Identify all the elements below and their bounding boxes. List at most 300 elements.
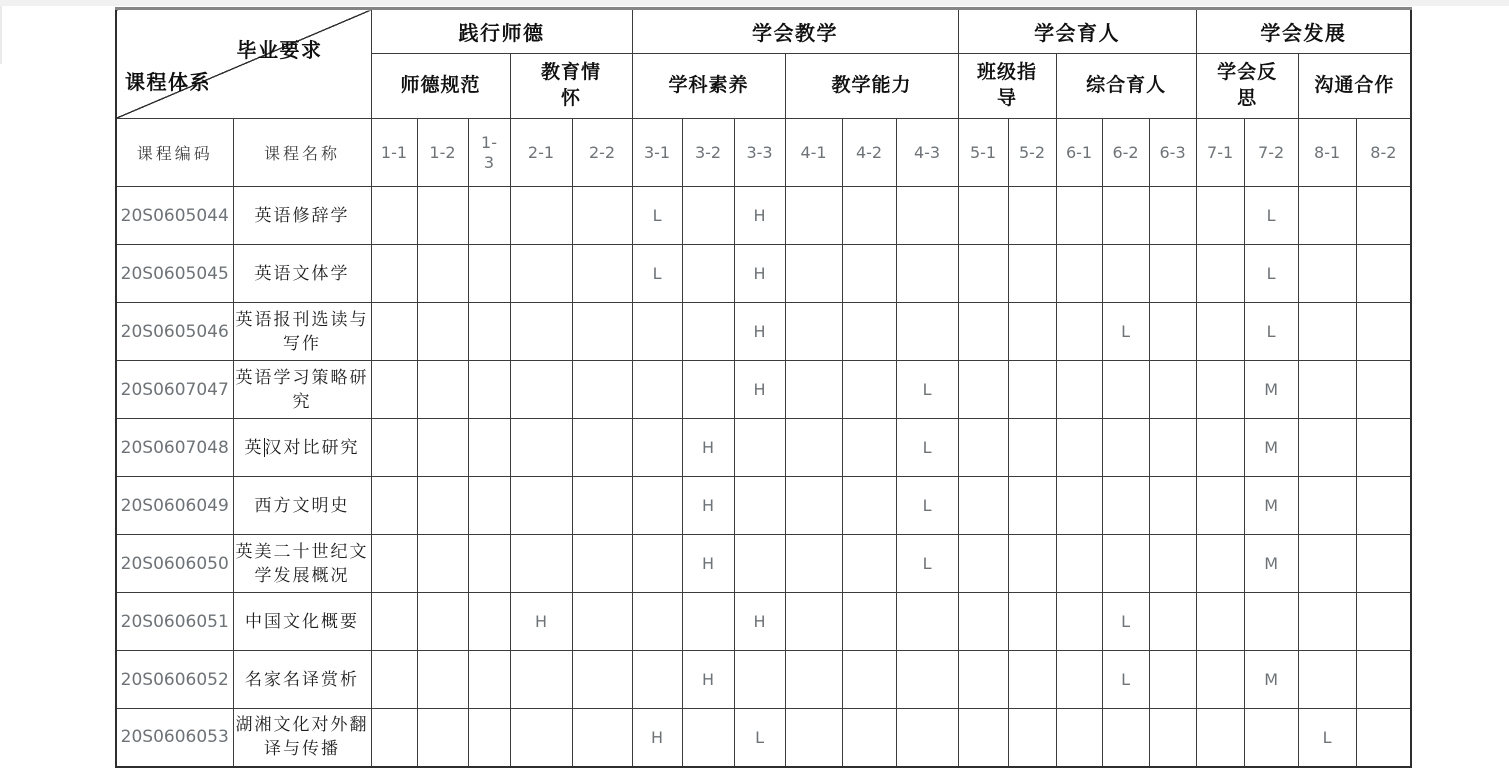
mark-cell-3-1[interactable] [632, 419, 682, 477]
course-code-cell-text: 20S0606053 [120, 727, 229, 748]
mark-cell-8-1[interactable] [1298, 651, 1356, 709]
mark-cell-3-3[interactable] [734, 361, 785, 419]
mark-cell-5-1[interactable] [958, 419, 1008, 477]
mark-cell-2-1[interactable] [510, 535, 572, 593]
subgroup-header[interactable] [958, 54, 1056, 119]
criteria-col-7-2[interactable] [1244, 119, 1298, 187]
mark-cell-6-2[interactable] [1102, 361, 1149, 419]
mark-cell-3-2[interactable] [682, 651, 734, 709]
mark-cell-6-2[interactable] [1102, 187, 1149, 245]
mark-cell-8-2[interactable] [1356, 245, 1411, 303]
mark-cell-8-1[interactable] [1298, 593, 1356, 651]
mark-cell-5-2[interactable] [1008, 535, 1056, 593]
mark-cell-4-2[interactable] [842, 593, 896, 651]
course-name-column-header[interactable] [233, 119, 371, 187]
mark-cell-2-2[interactable] [572, 303, 632, 361]
mark-cell-1-1[interactable] [371, 709, 417, 767]
group-label: 学会教学 [752, 23, 839, 45]
mark-cell-1-3[interactable] [468, 303, 510, 361]
mark-cell-3-2[interactable] [682, 477, 734, 535]
mark-cell-5-1[interactable] [958, 651, 1008, 709]
mark-cell-8-1[interactable] [1298, 303, 1356, 361]
criteria-col-5-1-text: 5-1 [969, 142, 997, 162]
criteria-col-6-1[interactable] [1056, 119, 1102, 187]
mark-cell-1-2[interactable] [417, 535, 468, 593]
mark-cell-6-2[interactable] [1102, 651, 1149, 709]
mark-cell-6-1[interactable] [1056, 709, 1102, 767]
mark-cell-7-1[interactable] [1196, 593, 1244, 651]
mark-cell-4-3[interactable] [896, 593, 958, 651]
mark-cell-5-2[interactable] [1008, 361, 1056, 419]
mark-cell-1-2[interactable] [417, 245, 468, 303]
mark-cell-4-1[interactable] [785, 187, 842, 245]
mark-cell-4-2[interactable] [842, 245, 896, 303]
mark-cell-7-1[interactable] [1196, 245, 1244, 303]
mark-cell-8-1[interactable] [1298, 419, 1356, 477]
mark-cell-5-1[interactable] [958, 187, 1008, 245]
course-code-cell[interactable] [116, 535, 233, 593]
criteria-col-6-3[interactable] [1149, 119, 1196, 187]
mark-cell-2-2[interactable] [572, 419, 632, 477]
mark-cell-8-2[interactable] [1356, 419, 1411, 477]
mark-cell-6-3[interactable] [1149, 535, 1196, 593]
mark-cell-2-1[interactable] [510, 303, 572, 361]
mark-cell-3-1[interactable] [632, 477, 682, 535]
criteria-col-3-2[interactable] [682, 119, 734, 187]
mark-cell-1-3[interactable] [468, 535, 510, 593]
mark-cell-3-1[interactable] [632, 361, 682, 419]
mark-cell-4-1[interactable] [785, 535, 842, 593]
mark-cell-3-3[interactable] [734, 245, 785, 303]
criteria-col-5-2[interactable] [1008, 119, 1056, 187]
group-label: 学会发展 [1260, 23, 1347, 45]
course-code-cell[interactable] [116, 187, 233, 245]
mark-cell-1-1[interactable] [371, 361, 417, 419]
mark-cell-7-2-text: M [1264, 438, 1278, 457]
course-name-cell[interactable] [233, 477, 371, 535]
mark-cell-7-2[interactable] [1244, 361, 1298, 419]
mark-cell-6-3[interactable] [1149, 593, 1196, 651]
mark-cell-4-2[interactable] [842, 187, 896, 245]
mark-cell-5-1[interactable] [958, 477, 1008, 535]
course-name-cell[interactable] [233, 361, 371, 419]
mark-cell-4-2[interactable] [842, 535, 896, 593]
criteria-col-1-2[interactable] [417, 119, 468, 187]
table-row [116, 477, 1411, 535]
mark-cell-2-1[interactable] [510, 651, 572, 709]
mark-cell-3-2[interactable] [682, 361, 734, 419]
mark-cell-4-3[interactable] [896, 419, 958, 477]
mark-cell-7-1[interactable] [1196, 187, 1244, 245]
mark-cell-2-2[interactable] [572, 709, 632, 767]
course-code-cell[interactable] [116, 419, 233, 477]
mark-cell-1-2[interactable] [417, 187, 468, 245]
mark-cell-6-3[interactable] [1149, 245, 1196, 303]
mark-cell-7-2-text: M [1264, 554, 1278, 573]
criteria-col-8-1[interactable] [1298, 119, 1356, 187]
criteria-col-8-2[interactable] [1356, 119, 1411, 187]
mark-cell-7-2-text: L [1266, 206, 1276, 225]
course-code-cell[interactable] [116, 245, 233, 303]
mark-cell-1-2[interactable] [417, 303, 468, 361]
mark-cell-4-1[interactable] [785, 709, 842, 767]
criteria-col-3-1[interactable] [632, 119, 682, 187]
criteria-col-2-1[interactable] [510, 119, 572, 187]
mark-cell-4-1[interactable] [785, 361, 842, 419]
mark-cell-5-2[interactable] [1008, 245, 1056, 303]
mark-cell-8-2[interactable] [1356, 477, 1411, 535]
mark-cell-8-1[interactable] [1298, 361, 1356, 419]
mark-cell-4-1[interactable] [785, 593, 842, 651]
mark-cell-7-2[interactable] [1244, 593, 1298, 651]
mark-cell-7-1[interactable] [1196, 477, 1244, 535]
mark-cell-1-1[interactable] [371, 419, 417, 477]
mark-cell-8-2[interactable] [1356, 651, 1411, 709]
criteria-col-5-2-text: 5-2 [1018, 142, 1046, 162]
mark-cell-3-1[interactable] [632, 593, 682, 651]
mark-cell-4-3[interactable] [896, 361, 958, 419]
mark-cell-4-3[interactable] [896, 709, 958, 767]
mark-cell-2-1[interactable] [510, 477, 572, 535]
mark-cell-5-2[interactable] [1008, 419, 1056, 477]
mark-cell-3-1[interactable] [632, 187, 682, 245]
course-name-cell[interactable] [233, 593, 371, 651]
mark-cell-4-1[interactable] [785, 419, 842, 477]
course-code-cell[interactable] [116, 709, 233, 767]
criteria-col-4-1-text: 4-1 [800, 142, 827, 162]
subgroup-label: 学会反思 [1217, 62, 1278, 109]
subgroup-header[interactable] [1196, 54, 1298, 119]
mark-cell-2-1[interactable] [510, 419, 572, 477]
mark-cell-6-2-text: L [1121, 322, 1130, 341]
course-name-cell[interactable] [233, 709, 371, 767]
mark-cell-7-2[interactable] [1244, 651, 1298, 709]
corner-label-course-system: 课程体系 [125, 72, 211, 94]
mark-cell-3-1[interactable] [632, 709, 682, 767]
mark-cell-6-2[interactable] [1102, 535, 1149, 593]
mark-cell-4-2[interactable] [842, 477, 896, 535]
mark-cell-5-1[interactable] [958, 593, 1008, 651]
mark-cell-2-2[interactable] [572, 187, 632, 245]
mark-cell-5-1[interactable] [958, 245, 1008, 303]
subgroup-header[interactable] [1298, 54, 1411, 119]
subgroup-label: 班级指导 [977, 62, 1038, 109]
mark-cell-4-3[interactable] [896, 477, 958, 535]
criteria-col-7-1[interactable] [1196, 119, 1244, 187]
mark-cell-6-3[interactable] [1149, 709, 1196, 767]
curriculum-matrix-table [115, 7, 1412, 768]
mark-cell-3-1-text: H [651, 727, 664, 747]
mark-cell-3-1[interactable] [632, 245, 682, 303]
mark-cell-7-2[interactable] [1244, 303, 1298, 361]
mark-cell-8-2[interactable] [1356, 535, 1411, 593]
course-name-cell[interactable] [233, 245, 371, 303]
mark-cell-7-2[interactable] [1244, 419, 1298, 477]
mark-cell-7-1[interactable] [1196, 709, 1244, 767]
mark-cell-1-1[interactable] [371, 477, 417, 535]
mark-cell-3-3[interactable] [734, 187, 785, 245]
mark-cell-5-2[interactable] [1008, 651, 1056, 709]
mark-cell-8-2[interactable] [1356, 187, 1411, 245]
mark-cell-5-2[interactable] [1008, 187, 1056, 245]
mark-cell-1-3[interactable] [468, 245, 510, 303]
mark-cell-4-2[interactable] [842, 709, 896, 767]
mark-cell-5-2[interactable] [1008, 593, 1056, 651]
mark-cell-4-2[interactable] [842, 419, 896, 477]
criteria-col-4-2[interactable] [842, 119, 896, 187]
mark-cell-5-1[interactable] [958, 361, 1008, 419]
group-header-jiaoxue[interactable] [632, 9, 958, 54]
mark-cell-6-3[interactable] [1149, 419, 1196, 477]
mark-cell-1-1[interactable] [371, 651, 417, 709]
mark-cell-2-1[interactable] [510, 361, 572, 419]
group-header-fazhan[interactable] [1196, 9, 1411, 54]
criteria-col-4-3[interactable] [896, 119, 958, 187]
mark-cell-7-2-text: M [1264, 670, 1278, 689]
mark-cell-1-3[interactable] [468, 361, 510, 419]
criteria-col-2-1-text: 2-1 [527, 142, 555, 162]
criteria-col-6-2-text: 6-2 [1112, 142, 1139, 162]
mark-cell-6-1[interactable] [1056, 187, 1102, 245]
mark-cell-3-3[interactable] [734, 477, 785, 535]
mark-cell-2-1[interactable] [510, 709, 572, 767]
mark-cell-8-2[interactable] [1356, 593, 1411, 651]
window-left-edge [0, 6, 2, 64]
mark-cell-2-1[interactable] [510, 187, 572, 245]
subgroup-header[interactable] [510, 54, 632, 119]
course-code-column-header[interactable] [116, 119, 233, 187]
mark-cell-2-2[interactable] [572, 361, 632, 419]
criteria-col-3-1-text: 3-1 [643, 142, 671, 162]
mark-cell-5-2[interactable] [1008, 303, 1056, 361]
mark-cell-3-1[interactable] [632, 303, 682, 361]
mark-cell-7-2[interactable] [1244, 245, 1298, 303]
mark-cell-7-2-text: M [1264, 380, 1278, 399]
course-name-column-header-text: 课程名称 [263, 146, 340, 163]
table-row [116, 709, 1411, 767]
course-name-text: 英语文体学 [254, 263, 350, 283]
mark-cell-2-1[interactable] [510, 245, 572, 303]
mark-cell-3-2[interactable] [682, 245, 734, 303]
course-code-cell[interactable] [116, 593, 233, 651]
mark-cell-7-1[interactable] [1196, 651, 1244, 709]
mark-cell-3-2[interactable] [682, 593, 734, 651]
mark-cell-1-2[interactable] [417, 593, 468, 651]
criteria-col-3-3[interactable] [734, 119, 785, 187]
mark-cell-4-1[interactable] [785, 651, 842, 709]
mark-cell-8-2[interactable] [1356, 303, 1411, 361]
mark-cell-2-2[interactable] [572, 593, 632, 651]
mark-cell-7-1[interactable] [1196, 361, 1244, 419]
subgroup-label: 综合育人 [1086, 75, 1167, 96]
criteria-col-8-2-text: 8-2 [1370, 142, 1397, 162]
mark-cell-3-3[interactable] [734, 651, 785, 709]
mark-cell-4-3[interactable] [896, 245, 958, 303]
mark-cell-8-1[interactable] [1298, 477, 1356, 535]
mark-cell-7-1[interactable] [1196, 303, 1244, 361]
mark-cell-3-3[interactable] [734, 419, 785, 477]
mark-cell-6-3[interactable] [1149, 651, 1196, 709]
mark-cell-7-2-text: M [1264, 496, 1278, 515]
course-name-cell[interactable] [233, 187, 371, 245]
mark-cell-8-1[interactable] [1298, 187, 1356, 245]
mark-cell-6-3[interactable] [1149, 303, 1196, 361]
mark-cell-1-1[interactable] [371, 187, 417, 245]
course-name-cell[interactable] [233, 303, 371, 361]
mark-cell-8-2[interactable] [1356, 709, 1411, 767]
mark-cell-8-1[interactable] [1298, 535, 1356, 593]
mark-cell-2-2[interactable] [572, 535, 632, 593]
mark-cell-6-2[interactable] [1102, 709, 1149, 767]
mark-cell-6-2[interactable] [1102, 477, 1149, 535]
mark-cell-6-1[interactable] [1056, 535, 1102, 593]
criteria-col-5-1[interactable] [958, 119, 1008, 187]
mark-cell-7-2[interactable] [1244, 187, 1298, 245]
mark-cell-4-2[interactable] [842, 303, 896, 361]
subgroup-label: 沟通合作 [1314, 75, 1395, 96]
mark-cell-3-1[interactable] [632, 535, 682, 593]
mark-cell-2-2[interactable] [572, 245, 632, 303]
mark-cell-7-2[interactable] [1244, 477, 1298, 535]
table-row [116, 651, 1411, 709]
mark-cell-7-1[interactable] [1196, 535, 1244, 593]
mark-cell-1-1[interactable] [371, 593, 417, 651]
mark-cell-1-3[interactable] [468, 709, 510, 767]
group-header-shide[interactable] [371, 9, 632, 54]
mark-cell-6-1[interactable] [1056, 361, 1102, 419]
criteria-col-1-1[interactable] [371, 119, 417, 187]
subgroup-header[interactable] [1056, 54, 1196, 119]
mark-cell-8-2[interactable] [1356, 361, 1411, 419]
mark-cell-6-1[interactable] [1056, 477, 1102, 535]
mark-cell-1-2[interactable] [417, 361, 468, 419]
mark-cell-1-2[interactable] [417, 651, 468, 709]
group-label: 践行师德 [458, 23, 545, 45]
criteria-col-2-2[interactable] [572, 119, 632, 187]
mark-cell-4-3-text: L [922, 554, 932, 573]
mark-cell-3-3[interactable] [734, 709, 785, 767]
mark-cell-4-1[interactable] [785, 303, 842, 361]
course-name-cell[interactable] [233, 651, 371, 709]
course-code-cell-text: 20S0607048 [120, 437, 229, 458]
course-code-cell[interactable] [116, 477, 233, 535]
criteria-col-4-1[interactable] [785, 119, 842, 187]
group-header-yuren[interactable] [958, 9, 1196, 54]
mark-cell-6-3[interactable] [1149, 361, 1196, 419]
subgroup-header[interactable] [632, 54, 785, 119]
course-code-cell-text: 20S0605046 [120, 321, 229, 342]
mark-cell-1-2[interactable] [417, 477, 468, 535]
mark-cell-6-1[interactable] [1056, 303, 1102, 361]
mark-cell-6-2[interactable] [1102, 245, 1149, 303]
mark-cell-3-2-text: H [702, 438, 715, 457]
mark-cell-1-3[interactable] [468, 419, 510, 477]
course-code-cell[interactable] [116, 361, 233, 419]
criteria-col-3-2-text: 3-2 [694, 142, 722, 162]
mark-cell-3-3-text: H [753, 380, 766, 399]
criteria-col-1-3[interactable] [468, 119, 510, 187]
mark-cell-4-3[interactable] [896, 651, 958, 709]
mark-cell-2-2[interactable] [572, 651, 632, 709]
mark-cell-3-2[interactable] [682, 709, 734, 767]
mark-cell-1-3[interactable] [468, 187, 510, 245]
mark-cell-1-3[interactable] [468, 593, 510, 651]
mark-cell-2-2[interactable] [572, 477, 632, 535]
subgroup-label: 师德规范 [400, 75, 481, 96]
mark-cell-1-3[interactable] [468, 651, 510, 709]
mark-cell-6-1[interactable] [1056, 245, 1102, 303]
mark-cell-8-1[interactable] [1298, 709, 1356, 767]
mark-cell-5-1[interactable] [958, 535, 1008, 593]
course-name-cell[interactable] [233, 419, 371, 477]
mark-cell-7-2[interactable] [1244, 535, 1298, 593]
mark-cell-6-2[interactable] [1102, 303, 1149, 361]
criteria-col-4-3-text: 4-3 [913, 142, 941, 162]
course-name-cell[interactable] [233, 535, 371, 593]
criteria-col-1-1-text: 1-1 [380, 142, 408, 162]
mark-cell-3-3[interactable] [734, 535, 785, 593]
mark-cell-3-1[interactable] [632, 651, 682, 709]
mark-cell-5-1[interactable] [958, 303, 1008, 361]
mark-cell-3-2[interactable] [682, 187, 734, 245]
course-code-cell[interactable] [116, 303, 233, 361]
mark-cell-3-3[interactable] [734, 303, 785, 361]
mark-cell-8-1[interactable] [1298, 245, 1356, 303]
mark-cell-1-1[interactable] [371, 535, 417, 593]
mark-cell-4-1[interactable] [785, 477, 842, 535]
criteria-col-4-2-text: 4-2 [855, 142, 883, 162]
mark-cell-3-2[interactable] [682, 419, 734, 477]
mark-cell-3-3[interactable] [734, 593, 785, 651]
mark-cell-2-1[interactable] [510, 593, 572, 651]
course-code-cell[interactable] [116, 651, 233, 709]
mark-cell-6-3[interactable] [1149, 187, 1196, 245]
mark-cell-4-3[interactable] [896, 535, 958, 593]
mark-cell-8-1-text: L [1322, 727, 1332, 747]
mark-cell-5-2[interactable] [1008, 477, 1056, 535]
mark-cell-1-3[interactable] [468, 477, 510, 535]
mark-cell-6-1[interactable] [1056, 651, 1102, 709]
mark-cell-1-1[interactable] [371, 303, 417, 361]
mark-cell-5-2[interactable] [1008, 709, 1056, 767]
subgroup-label: 教育情怀 [541, 62, 602, 109]
criteria-col-6-2[interactable] [1102, 119, 1149, 187]
mark-cell-6-2[interactable] [1102, 593, 1149, 651]
corner-diagonal-cell[interactable] [116, 9, 371, 119]
criteria-col-7-2-text: 7-2 [1258, 142, 1285, 162]
mark-cell-7-2[interactable] [1244, 709, 1298, 767]
mark-cell-1-1[interactable] [371, 245, 417, 303]
mark-cell-1-2[interactable] [417, 419, 468, 477]
mark-cell-3-2[interactable] [682, 535, 734, 593]
mark-cell-6-2[interactable] [1102, 419, 1149, 477]
subgroup-header[interactable] [371, 54, 510, 119]
mark-cell-5-1[interactable] [958, 709, 1008, 767]
mark-cell-1-2[interactable] [417, 709, 468, 767]
mark-cell-4-2[interactable] [842, 651, 896, 709]
course-code-cell-text: 20S0606051 [120, 611, 229, 632]
subgroup-header[interactable] [785, 54, 958, 119]
mark-cell-6-3[interactable] [1149, 477, 1196, 535]
mark-cell-4-3[interactable] [896, 187, 958, 245]
mark-cell-3-2[interactable] [682, 303, 734, 361]
mark-cell-4-3[interactable] [896, 303, 958, 361]
mark-cell-6-1[interactable] [1056, 593, 1102, 651]
mark-cell-4-2[interactable] [842, 361, 896, 419]
mark-cell-6-1[interactable] [1056, 419, 1102, 477]
mark-cell-7-1[interactable] [1196, 419, 1244, 477]
mark-cell-4-1[interactable] [785, 245, 842, 303]
